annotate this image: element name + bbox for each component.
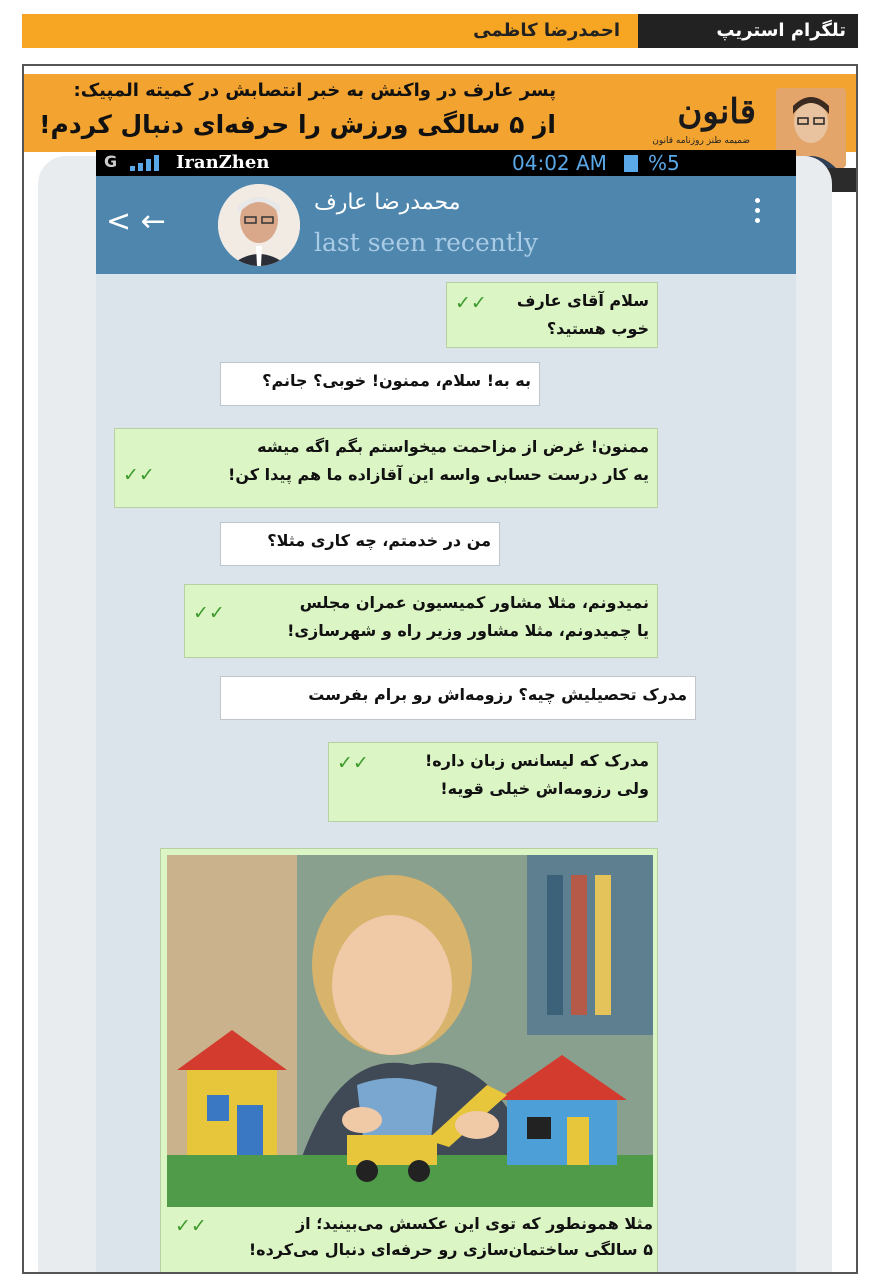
caption-line: ۵ سالگی ساختمان‌سازی رو حرفه‌ای دنبال می‌کرده! [248,1240,653,1259]
incoming-message[interactable] [220,362,540,406]
contact-name: محمدرضا عارف [314,190,461,215]
more-menu-icon[interactable] [754,198,760,228]
battery-percent: %5 [648,151,680,175]
battery-icon [624,155,638,172]
message-line: سلام آقای عارف [516,291,649,310]
outgoing-message[interactable] [328,742,658,822]
read-check-icon: ✓✓ [175,1215,207,1237]
message-line: مدرک که لیسانس زبان داره! [424,751,649,770]
message-line: خوب هستید؟ [546,319,649,338]
photo-message[interactable] [160,848,658,1274]
caption-line: مثلا همونطور که توی این عکسش می‌بینید؛ از [295,1214,653,1233]
outgoing-message[interactable] [114,428,658,508]
headline-line-1: پسر عارف در واکنش به خبر انتصابش در کمیته المپیک: [73,80,556,101]
network-type: G [104,152,118,171]
carrier-name: IranZhen [176,152,270,173]
top-strip [22,14,858,48]
clock: 04:02 AM [512,151,607,175]
section-title: تلگرام استریپ [638,14,858,48]
read-check-icon: ✓✓ [337,752,369,774]
message-line: نمیدونم، مثلا مشاور کمیسیون عمران مجلس [299,593,649,612]
photo-caption [167,1211,653,1263]
author-name: احمدرضا کاظمی [473,20,620,41]
logo-name: قانون [677,92,756,132]
headline-line-2: از ۵ سالگی ورزش را حرفه‌ای دنبال کردم! [39,110,556,139]
status-bar [96,150,796,176]
outgoing-message[interactable] [184,584,658,658]
message-line: یه کار درست حسابی واسه این آقازاده ما هم پیدا کن! [228,465,649,484]
logo-tagline: ضمیمه طنز روزنامه قانون [652,136,750,146]
message-line: مدرک تحصیلیش چیه؟ رزومه‌اش رو برام بفرست [308,685,687,704]
back-arrow-icon[interactable]: < ← [106,204,166,239]
last-seen-status: last seen recently [314,228,538,257]
message-line: یا چمیدونم، مثلا مشاور وزیر راه و شهرسازی! [287,621,649,640]
message-line: من در خدمتم، چه کاری مثلا؟ [267,531,491,550]
read-check-icon: ✓✓ [193,602,225,624]
signal-icon [130,155,164,175]
article-frame [22,64,858,1274]
message-line: به به! سلام، ممنون! خوبی؟ جانم؟ [262,371,531,390]
message-line: ممنون! غرض از مزاحمت میخواستم بگم اگه میشه [257,437,649,456]
read-check-icon: ✓✓ [123,464,155,486]
incoming-message[interactable] [220,522,500,566]
message-line: ولی رزومه‌اش خیلی قویه! [440,779,649,798]
outgoing-message[interactable] [446,282,658,348]
read-check-icon: ✓✓ [455,292,487,314]
incoming-message[interactable] [220,676,696,720]
publication-logo [652,92,756,152]
chat-header [96,176,796,274]
contact-avatar[interactable] [218,184,300,266]
headline-banner [24,74,856,152]
message-photo[interactable] [167,855,653,1207]
